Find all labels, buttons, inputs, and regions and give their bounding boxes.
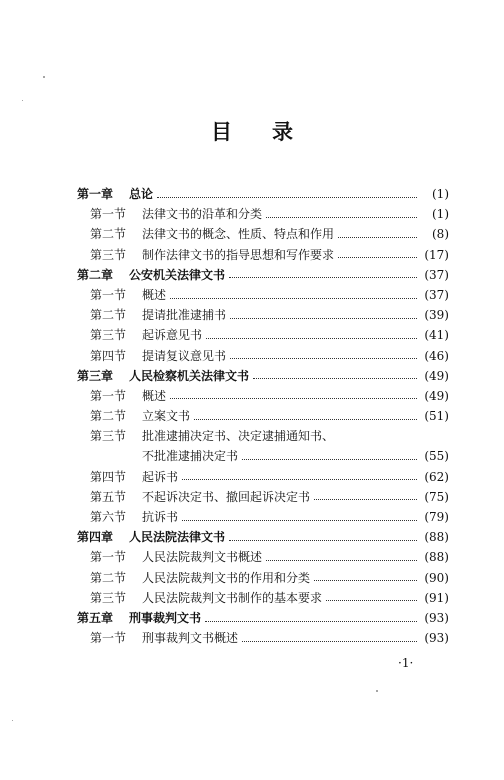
toc-entry-label: 第二节: [90, 409, 127, 424]
toc-entry-title: 起诉意见书: [142, 328, 203, 343]
toc-section-row: [77, 588, 449, 608]
toc-page-number: (55): [424, 449, 449, 464]
toc-page-number: (17): [424, 247, 449, 262]
toc-section-row: [77, 446, 449, 466]
dot-leader: [230, 318, 417, 319]
toc-entry-label: 第一节: [90, 388, 127, 403]
toc-entry-title: 刑事裁判文书概述: [142, 631, 239, 646]
toc-entry-title: 起诉书: [142, 469, 179, 484]
toc-page-number: (8): [432, 227, 449, 242]
toc-entry-title: 概述: [142, 388, 167, 403]
toc-page-number: (1): [432, 207, 449, 222]
toc-entry-label: 第一节: [90, 207, 127, 222]
dot-leader: [157, 197, 417, 198]
toc-section-row: [77, 346, 449, 366]
dot-leader: [338, 257, 417, 258]
dot-leader: [206, 338, 417, 339]
toc-page-number: (91): [424, 590, 449, 605]
toc-entry-title: 立案文书: [142, 409, 191, 424]
toc-entry-label: 第一节: [90, 287, 127, 302]
toc-section-row: [77, 467, 449, 487]
toc-entry-label: 第六节: [90, 510, 127, 524]
toc-entry-label: 第二节: [90, 227, 127, 242]
toc-entry-title: 刑事裁判文书: [129, 610, 202, 625]
toc-section-row: [77, 487, 449, 507]
toc-page-number: (93): [424, 610, 449, 625]
dot-leader: [229, 277, 417, 278]
table-of-contents: [77, 184, 449, 648]
toc-section-row: [77, 406, 449, 426]
toc-entry-label: 第二节: [90, 570, 127, 585]
toc-entry-label: 第一节: [90, 631, 127, 646]
toc-entry-title: 公安机关法律文书: [129, 267, 226, 282]
dot-leader: [338, 237, 417, 238]
toc-section-row: [77, 305, 449, 325]
scan-speck: [22, 100, 23, 101]
dot-leader: [170, 398, 417, 399]
toc-page-number: (46): [424, 348, 449, 363]
toc-page-number: (51): [424, 409, 449, 424]
toc-entry-label: 第三节: [90, 429, 127, 444]
dot-leader: [205, 621, 417, 622]
toc-entry-title: 法律文书的概念、性质、特点和作用: [142, 227, 335, 242]
dot-leader: [242, 641, 417, 642]
toc-entry-title: 批准逮捕决定书、决定逮捕通知书、: [142, 429, 335, 444]
toc-section-row: [77, 285, 449, 305]
toc-page-number: (90): [424, 570, 449, 585]
toc-chapter-row: [77, 527, 449, 547]
toc-entry-title: 总论: [129, 187, 154, 201]
toc-page-number: (37): [424, 287, 449, 302]
toc-chapter-row: [77, 265, 449, 285]
dot-leader: [194, 419, 417, 420]
toc-section-row: [77, 386, 449, 406]
toc-entry-title: 人民法院法律文书: [129, 530, 226, 545]
scan-speck: [376, 690, 378, 692]
dot-leader: [230, 358, 417, 359]
page-number-footer: ·1·: [398, 656, 414, 670]
toc-chapter-row: [77, 608, 449, 628]
toc-page-number: (79): [424, 510, 449, 524]
toc-page-number: (49): [424, 388, 449, 403]
toc-page-number: (62): [424, 469, 449, 484]
toc-entry-title: 制作法律文书的指导思想和写作要求: [142, 247, 335, 262]
toc-entry-label: 第五节: [90, 489, 127, 504]
toc-entry-label: 第五章: [77, 610, 114, 625]
toc-entry-label: 第三节: [90, 590, 127, 605]
toc-page-number: (37): [424, 267, 449, 282]
toc-section-row: [77, 325, 449, 345]
toc-entry-label: 第四节: [90, 348, 127, 363]
toc-entry-label: 第三章: [77, 368, 114, 383]
toc-entry-label: 第四节: [90, 469, 127, 484]
toc-page-number: (49): [424, 368, 449, 383]
toc-chapter-row: [77, 366, 449, 386]
toc-entry-title: 法律文书的沿革和分类: [142, 207, 263, 222]
toc-page-number: (93): [424, 631, 449, 646]
title-char-2: 录: [272, 119, 293, 144]
dot-leader: [229, 540, 417, 541]
scan-speck: [12, 720, 13, 721]
toc-section-row: [77, 245, 449, 265]
dot-leader: [242, 459, 417, 460]
title-char-1: 目: [211, 119, 232, 144]
toc-chapter-row: [77, 184, 449, 204]
toc-entry-label: 第二节: [90, 308, 127, 323]
toc-entry-label: 第一章: [77, 187, 114, 201]
toc-page-number: (88): [424, 530, 449, 545]
toc-entry-title: 提请复议意见书: [142, 348, 227, 363]
toc-entry-title: 不批准逮捕决定书: [142, 449, 239, 464]
dot-leader: [314, 580, 417, 581]
toc-page-number: (1): [432, 187, 449, 201]
toc-entry-title: 人民法院裁判文书概述: [142, 550, 263, 565]
dot-leader: [253, 378, 417, 379]
toc-entry-title: 人民检察机关法律文书: [129, 368, 250, 383]
toc-section-row: [77, 224, 449, 244]
toc-entry-label: 第三节: [90, 247, 127, 262]
dot-leader: [326, 600, 417, 601]
toc-section-row: [77, 507, 449, 527]
toc-entry-title: 人民法院裁判文书的作用和分类: [142, 570, 311, 585]
toc-section-row: [77, 204, 449, 224]
toc-entry-title: 抗诉书: [142, 510, 179, 524]
toc-entry-label: 第二章: [77, 267, 114, 282]
dot-leader: [170, 298, 417, 299]
toc-section-row: [77, 628, 449, 648]
dot-leader: [182, 479, 417, 480]
toc-entry-label: 第四章: [77, 530, 114, 545]
toc-section-row: [77, 547, 449, 567]
dot-leader: [266, 217, 417, 218]
toc-page-number: (41): [424, 328, 449, 343]
page-title: [0, 116, 504, 146]
toc-entry-title: 不起诉决定书、撤回起诉决定书: [142, 489, 311, 504]
dot-leader: [182, 520, 417, 521]
toc-entry-label: 第一节: [90, 550, 127, 565]
toc-page-number: (75): [424, 489, 449, 504]
toc-page-number: (39): [424, 308, 449, 323]
dot-leader: [266, 560, 417, 561]
toc-entry-label: 第三节: [90, 328, 127, 343]
toc-entry-title: 概述: [142, 287, 167, 302]
toc-entry-title: 人民法院裁判文书制作的基本要求: [142, 590, 323, 605]
toc-entry-title: 提请批准逮捕书: [142, 308, 227, 323]
scan-speck: [43, 76, 45, 78]
toc-page-number: (88): [424, 550, 449, 565]
toc-section-row: [77, 426, 449, 446]
dot-leader: [314, 499, 417, 500]
toc-section-row: [77, 568, 449, 588]
